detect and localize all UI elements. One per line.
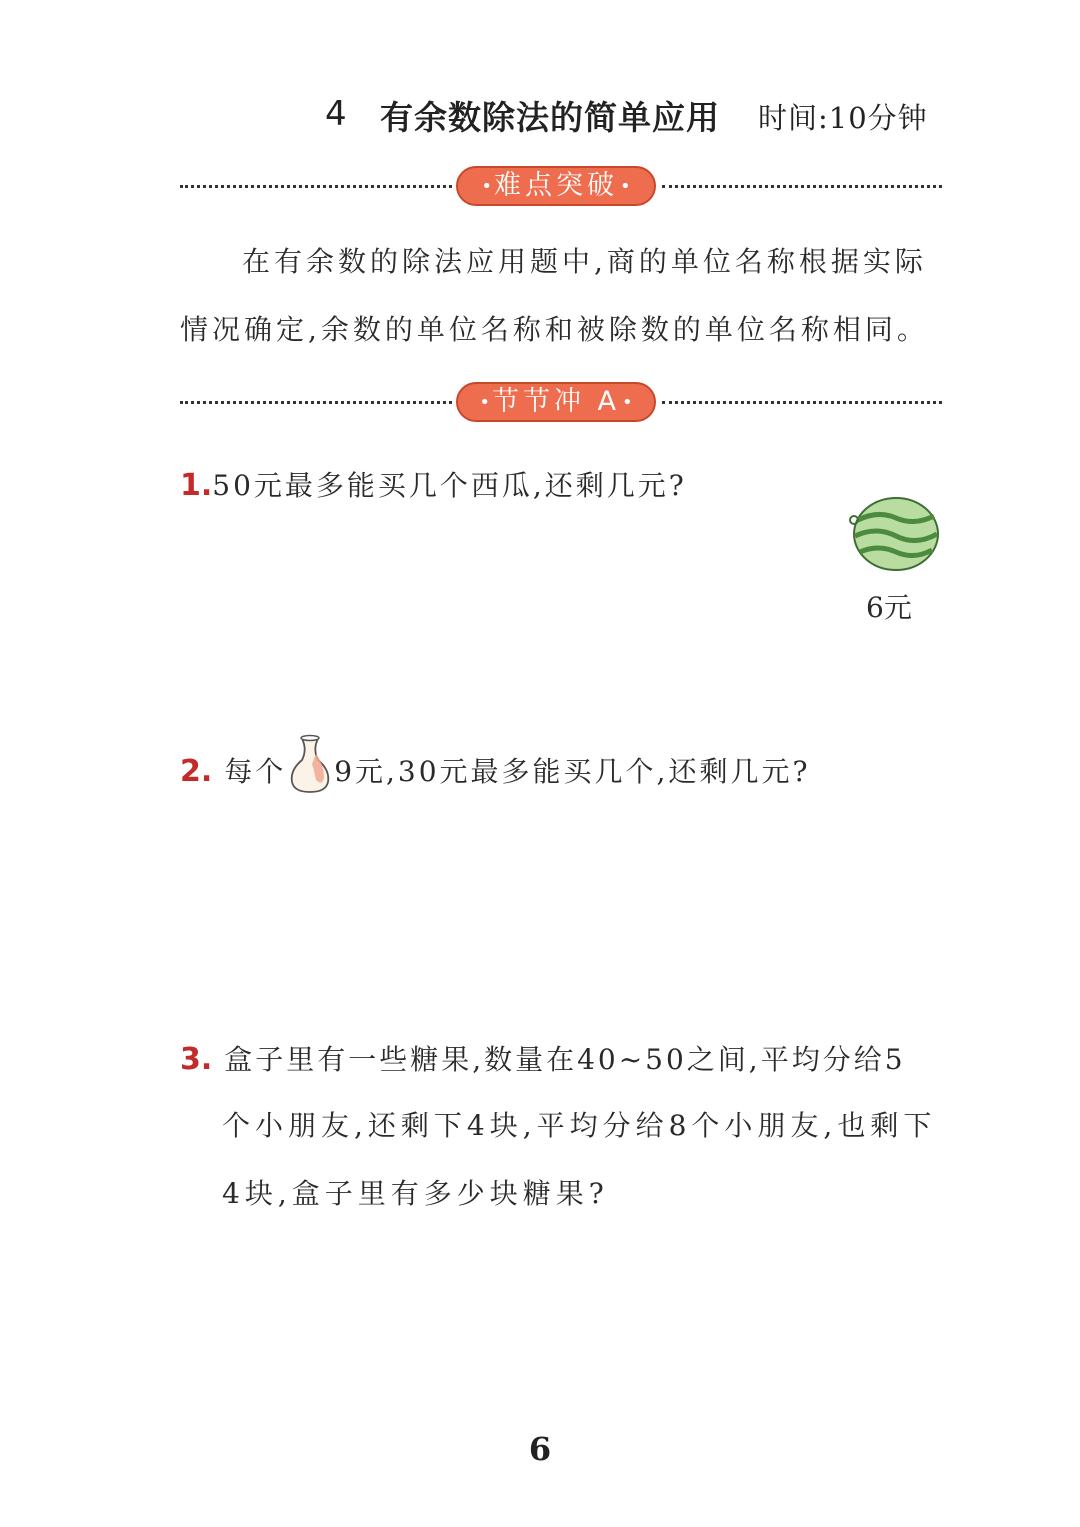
question-3-line-2: 个小朋友,还剩下4块,平均分给8个小朋友,也剩下 [222, 1109, 937, 1142]
dotted-line [662, 185, 942, 188]
question-2 [180, 750, 810, 794]
watermelon-icon [848, 494, 940, 578]
question-3 [180, 1038, 906, 1078]
question-number: 3. [180, 1042, 213, 1077]
time-label: 时间:10分钟 [758, 101, 928, 135]
question-1 [180, 464, 687, 504]
question-number: 2. [180, 754, 213, 789]
question-3-line-3: 4块,盒子里有多少块糖果? [222, 1177, 609, 1210]
lesson-title: 有余数除法的简单应用 [380, 98, 720, 137]
vase-icon [288, 734, 332, 794]
dotted-line [180, 401, 452, 404]
lesson-number: 4 [325, 94, 347, 134]
question-text-before: 每个 [224, 755, 287, 788]
question-text: 50元最多能买几个西瓜,还剩几元? [212, 469, 687, 502]
section-divider-difficulty [180, 166, 942, 206]
section-divider-practice [180, 382, 942, 422]
watermelon-price: 6元 [866, 591, 912, 624]
question-text-after: 9元,30元最多能买几个,还剩几元? [334, 755, 811, 788]
page-number: 6 [528, 1430, 552, 1468]
question-line-1: 盒子里有一些糖果,数量在40~50之间,平均分给5 [224, 1043, 906, 1076]
section-label-difficulty: •难点突破 • [456, 166, 656, 206]
dotted-line [180, 185, 452, 188]
intro-line-1: 在有余数的除法应用题中,商的单位名称根据实际 [242, 245, 927, 278]
lesson-header [0, 92, 1080, 142]
question-number: 1. [180, 468, 213, 503]
section-label-practice: •节节冲 A • [456, 382, 656, 422]
intro-line-2: 情况确定,余数的单位名称和被除数的单位名称相同。 [180, 313, 929, 346]
dotted-line [662, 401, 942, 404]
